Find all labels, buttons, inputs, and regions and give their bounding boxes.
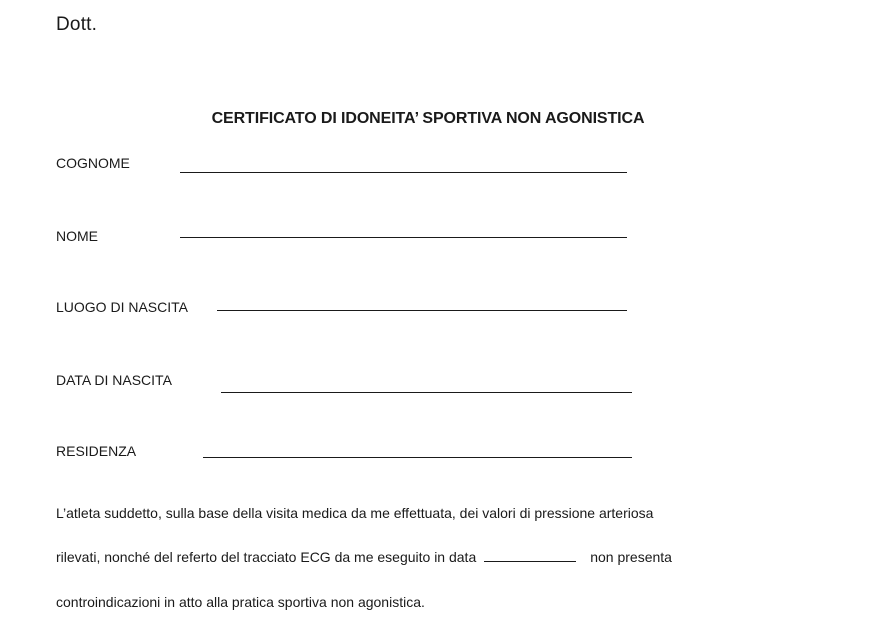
statement-line-3: controindicazioni in atto alla pratica sportiva non agonistica. — [56, 594, 425, 610]
field-label-nome: NOME — [56, 228, 98, 244]
ecg-date-blank[interactable] — [484, 560, 576, 562]
field-line-cognome[interactable] — [180, 172, 627, 173]
field-label-luogo-di-nascita: LUOGO DI NASCITA — [56, 299, 188, 315]
statement-line-2-start: rilevati, nonché del referto del tracciato ECG da me eseguito in data — [56, 549, 477, 565]
statement-line-1: L’atleta suddetto, sulla base della visita medica da me effettuata, dei valori di pressione arteriosa — [56, 505, 654, 521]
field-label-data-di-nascita: DATA DI NASCITA — [56, 372, 172, 388]
field-label-cognome: COGNOME — [56, 155, 130, 171]
field-label-residenza: RESIDENZA — [56, 443, 137, 459]
doctor-heading: Dott. — [56, 14, 98, 35]
statement-line-2-end: non presenta — [590, 549, 672, 565]
field-line-luogo-di-nascita[interactable] — [217, 310, 627, 311]
statement-line-2 — [56, 549, 672, 565]
certificate-title: CERTIFICATO DI IDONEITA’ SPORTIVA NON AGONISTICA — [211, 110, 645, 127]
field-line-data-di-nascita[interactable] — [221, 392, 632, 393]
field-line-nome[interactable] — [180, 237, 627, 238]
field-line-residenza[interactable] — [203, 457, 632, 458]
